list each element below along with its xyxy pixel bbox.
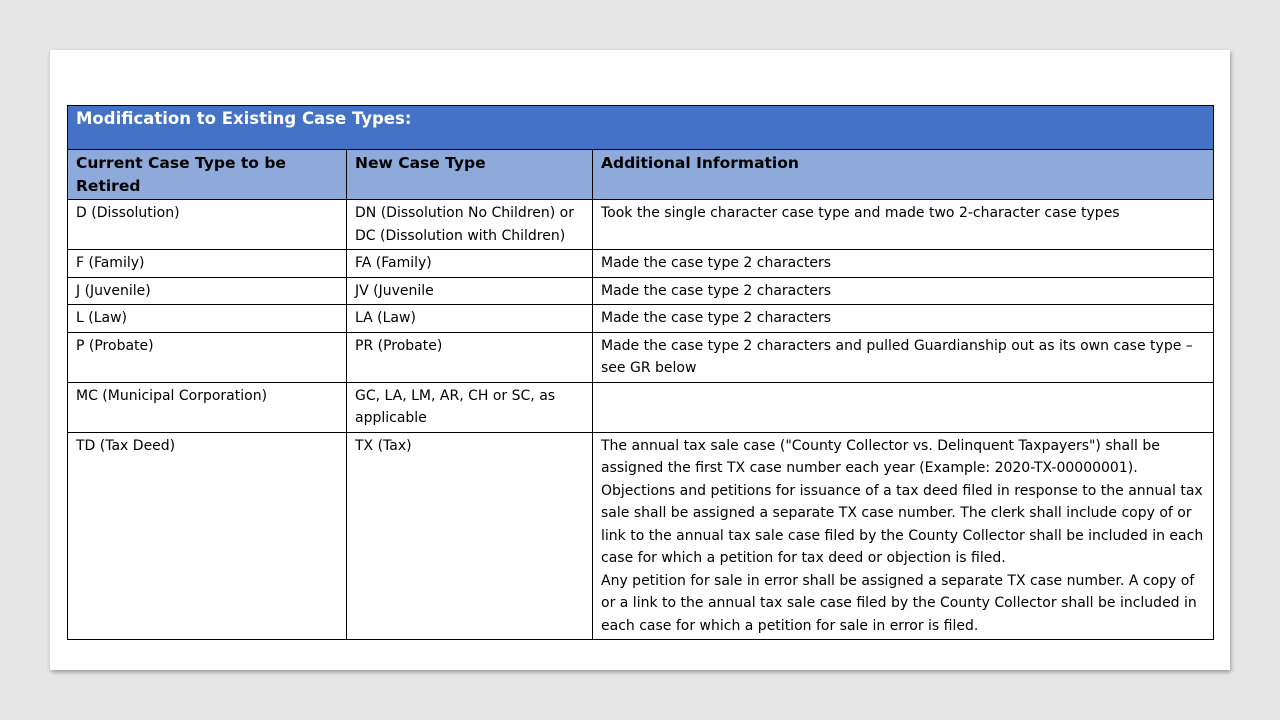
table-row: [68, 305, 1214, 333]
table-row: [68, 277, 1214, 305]
slide: [50, 50, 1230, 670]
cell-info: [593, 200, 1214, 250]
cell-info: [593, 250, 1214, 278]
cell-info: [593, 382, 1214, 432]
info-paragraph: Made the case type 2 characters: [601, 282, 832, 299]
cell-new: JV (Juvenile: [347, 277, 593, 305]
cell-current: P (Probate): [68, 332, 347, 382]
case-types-table: [67, 105, 1214, 640]
header-additional-information: Additional Information: [593, 150, 1214, 200]
cell-current: F (Family): [68, 250, 347, 278]
info-paragraph: The annual tax sale case ("County Collector vs. Delinquent Taxpayers") shall be assigned the first TX case number each year (Example: 2020-TX-00000001).: [601, 437, 1160, 476]
info-paragraph: Made the case type 2 characters: [601, 310, 832, 326]
info-paragraph: Any petition for sale in error shall be assigned a separate TX case number. A copy of or a link to the annual tax sale case filed by the County Collector shall be included in each case for which a petition for sale in error is filed.: [601, 572, 1197, 634]
cell-new: FA (Family): [347, 250, 593, 278]
cell-info: [593, 332, 1214, 382]
cell-info: [593, 305, 1214, 333]
header-current-case-type: Current Case Type to be Retired: [68, 150, 347, 200]
cell-current: J (Juvenile): [68, 277, 347, 305]
cell-new: LA (Law): [347, 305, 593, 333]
table-title: Modification to Existing Case Types:: [68, 106, 1214, 150]
cell-new: DN (Dissolution No Children) or DC (Dissolution with Children): [347, 200, 593, 250]
table-title-row: [68, 106, 1214, 150]
cell-current: L (Law): [68, 305, 347, 333]
table-row: [68, 250, 1214, 278]
cell-info: [593, 277, 1214, 305]
cell-new: TX (Tax): [347, 432, 593, 640]
cell-new: PR (Probate): [347, 332, 593, 382]
info-paragraph: Made the case type 2 characters and pulled Guardianship out as its own case type – see GR below: [601, 337, 1193, 376]
header-new-case-type: New Case Type: [347, 150, 593, 200]
cell-current: D (Dissolution): [68, 200, 347, 250]
cell-current: MC (Municipal Corporation): [68, 382, 347, 432]
info-paragraph: Took the single character case type and made two 2-character case types: [601, 205, 1120, 221]
cell-current: TD (Tax Deed): [68, 432, 347, 640]
cell-new: GC, LA, LM, AR, CH or SC, as applicable: [347, 382, 593, 432]
table-header-row: [68, 150, 1214, 200]
table-row: [68, 432, 1214, 640]
cell-info: [593, 432, 1214, 640]
table-row: [68, 332, 1214, 382]
info-paragraph: Made the case type 2 characters: [601, 255, 832, 271]
table-row: [68, 200, 1214, 250]
table-row: [68, 382, 1214, 432]
info-paragraph: Objections and petitions for issuance of a tax deed filed in response to the annual tax sale shall be assigned a separate TX case number. The clerk shall include copy of or link to the annual tax sale case filed by the County Collector shall be included in each case for which a petition for tax deed or objection is filed.: [601, 482, 1204, 566]
